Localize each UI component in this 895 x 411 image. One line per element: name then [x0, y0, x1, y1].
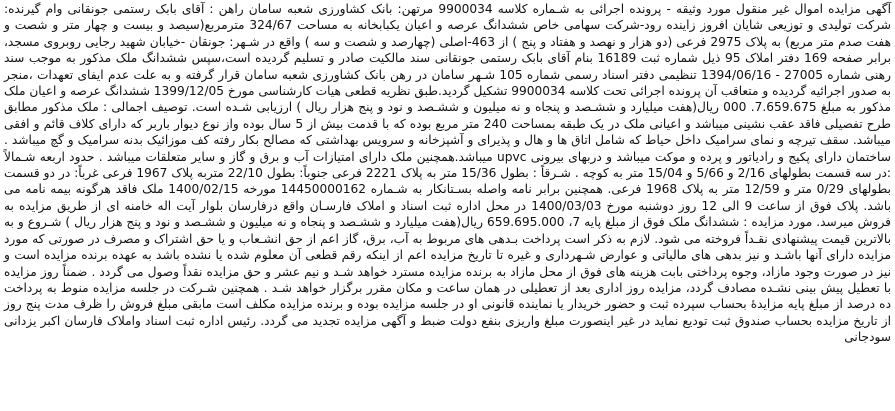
notice-body-text: آگهی مزایده اموال غیر منقول مورد وثیقه - پرونده اجرائی به شـماره کلاسه 9900034 مرتهن: بانک کشاورزی شعبه سامان راهن : آقای بابک رستمی جونقانی وام گیرنده: شرکت تولیدی و توزیعی شایان افروز زاینده رود-شرکت سهامی خاص ششدانگ عرصه و اعیان یکبابخانه به مساحت 324/67 مترمربع(سیصد و بیست و چهار متر و شصت و هفت صدم متر مربع) به پلاک 2975 فرعی (دو هزار و نهصد و هفتاد و پنج ) از 463-اصلی (چهارصد و شصت و سه ) واقع در شـهر: جونقان -خیابان شهید رجایی روبروی مسجد، برابر صفحه 169 دفتر املاک 95 ذیل شماره ثبت 16189 بنام آقای بابک رستمی جونقانی سند مالکیت صادر و تسلیم گردیده است،سپس ششدانگ ملک مذکور به موجب سند رهنی شماره 27005 - 1394/06/16 تنظیمی دفتر اسناد رسمی شماره 105 شـهر سامان در رهن بانک کشاورزی شعبه سامان قرار گرفته و به علت عدم ایفای تعهدات ،منجر به صدور اجرائیه گردیده و متعاقب آن پرونده اجرائی تحت کلاسه 9900034 تشکیل گردید.طبق نظریه قطعی هیات کارشناسی مورخ 1399/12/05 ششدانگ عرصه و اعیان ملک مذکور به مبلغ 7.659.675. 000 ریال(هفت میلیارد و ششـصد و پنجاه و نه میلیون و ششـصد و نود و پنج هزار ریال ) ارزیابی شـده است. توصیف اجمالی : ملک مذکور مطابق طرح تفصیلی فاقد عقب نشینی میباشد و اعیانی ملک در یک طبقه بمساحت 240 متر مربع بوده که با قدمت بیش از 5 سال بوده واز نوع دیوار باربر که دارای کلاف قائم و افقی میباشد. سقف تیرچه و نمای سرامیک داخل حیاط که شامل اتاق ها و هال و پذیرای و آشپزخانه و سرویس بهداشتی که مصالح بکار رفته کف موزائیک بدنه سرامیک و گچ میباشد . ساختمان دارای پکیج و رادیاتور و پرده و موکت میباشد و دربهای بیرونی upvc میباشد.همچنین ملک دارای امتیازات آب و برق و گاز و سایر متعلقات میباشد . حدود اربعه شـمالاً :در سه قسمت بطولهای 2/16 و 5/66 و 15/04 متر به کوچه . شـرقاً : بطول 15/36 متر به پلاک 2221 فرعی جنوباً: بطول 22/10 متربه پلاک 1967 فرعی غرباً: در دو قسمت بطولهای 0/29 متر و 12/59 متر به پلاک 1968 فرعی. همچنین برابر نامه واصله بسـتانکار به شـماره 14450000162 مورخه 1400/02/15 ملک فاقد هرگونه بیمه نامه می باشد. پلاک فوق از ساعت 9 الی 12 روز دوشنبه مورخ 1400/03/03 در محل اداره ثبت اسناد و املاک فارسـان واقع درفارسان بلوار آیت اله خامنه ای از طریق مزایده به فروش میرسد. مورد مزایده : ششدانگ ملک فوق از مبلغ پایه 7، 659.695.000 ریال(هفت میلیارد و ششـصد و پنجاه و نه میلیون و ششـصد و نود و پنج هزار ریال ) شـروع و به بالاترین قیمت پیشنهادی نقـداً فروخته می شود. لازم به ذکر است پرداخت بـدهی های مربوط به آب، برق، گاز اعم از حق انشـعاب و یا حق اشتراک و مصرف در صورتی که مورد مزایده دارای آنها باشـد و نیز بدهی های مالیاتی و عوارض شـهرداری و غیره تا تاریخ مزایده اعم از اینکه رقم قطعی آن معلوم شده یا نشده باشد به عهده برنده مزایده است و نیز در صورت وجود مازاد، وجوه پرداختی بابت هزینه های فوق از محل مازاد به برنده مزایده مسترد خواهد شـد و نیم عشر و حق مزایده نقداً وصول می گردد . ضمناً روز مزایده با تعطیل پیش بینی نشـده مصادف گردد، مزایده روز اداری بعد از تعطیلی در همان ساعت و مکان مقرر برگزار خواهد شـد . همچنین شـرکت در جلسه مزایده منوط به پرداخت ده درصد از مبلغ پایه مزایدهٔ بحساب سپرده ثبت و حضور خریدار یا نماینده قانونی او در جلسه مزایده بوده و برنده مزایده مکلف است مابقی مبلغ فروش را ظرف مدت پنج روز از تاریخ مزایده بحساب صندوق ثبت تودیع نماید در غیر اینصورت مبلغ واریزی بنفع دولت ضبط و آگهی مزایده تجدید می گردد. رئیس اداره ثبت اسناد واملاک فارسان اکبر یزدانی سودجانی: [4, 2, 892, 345]
